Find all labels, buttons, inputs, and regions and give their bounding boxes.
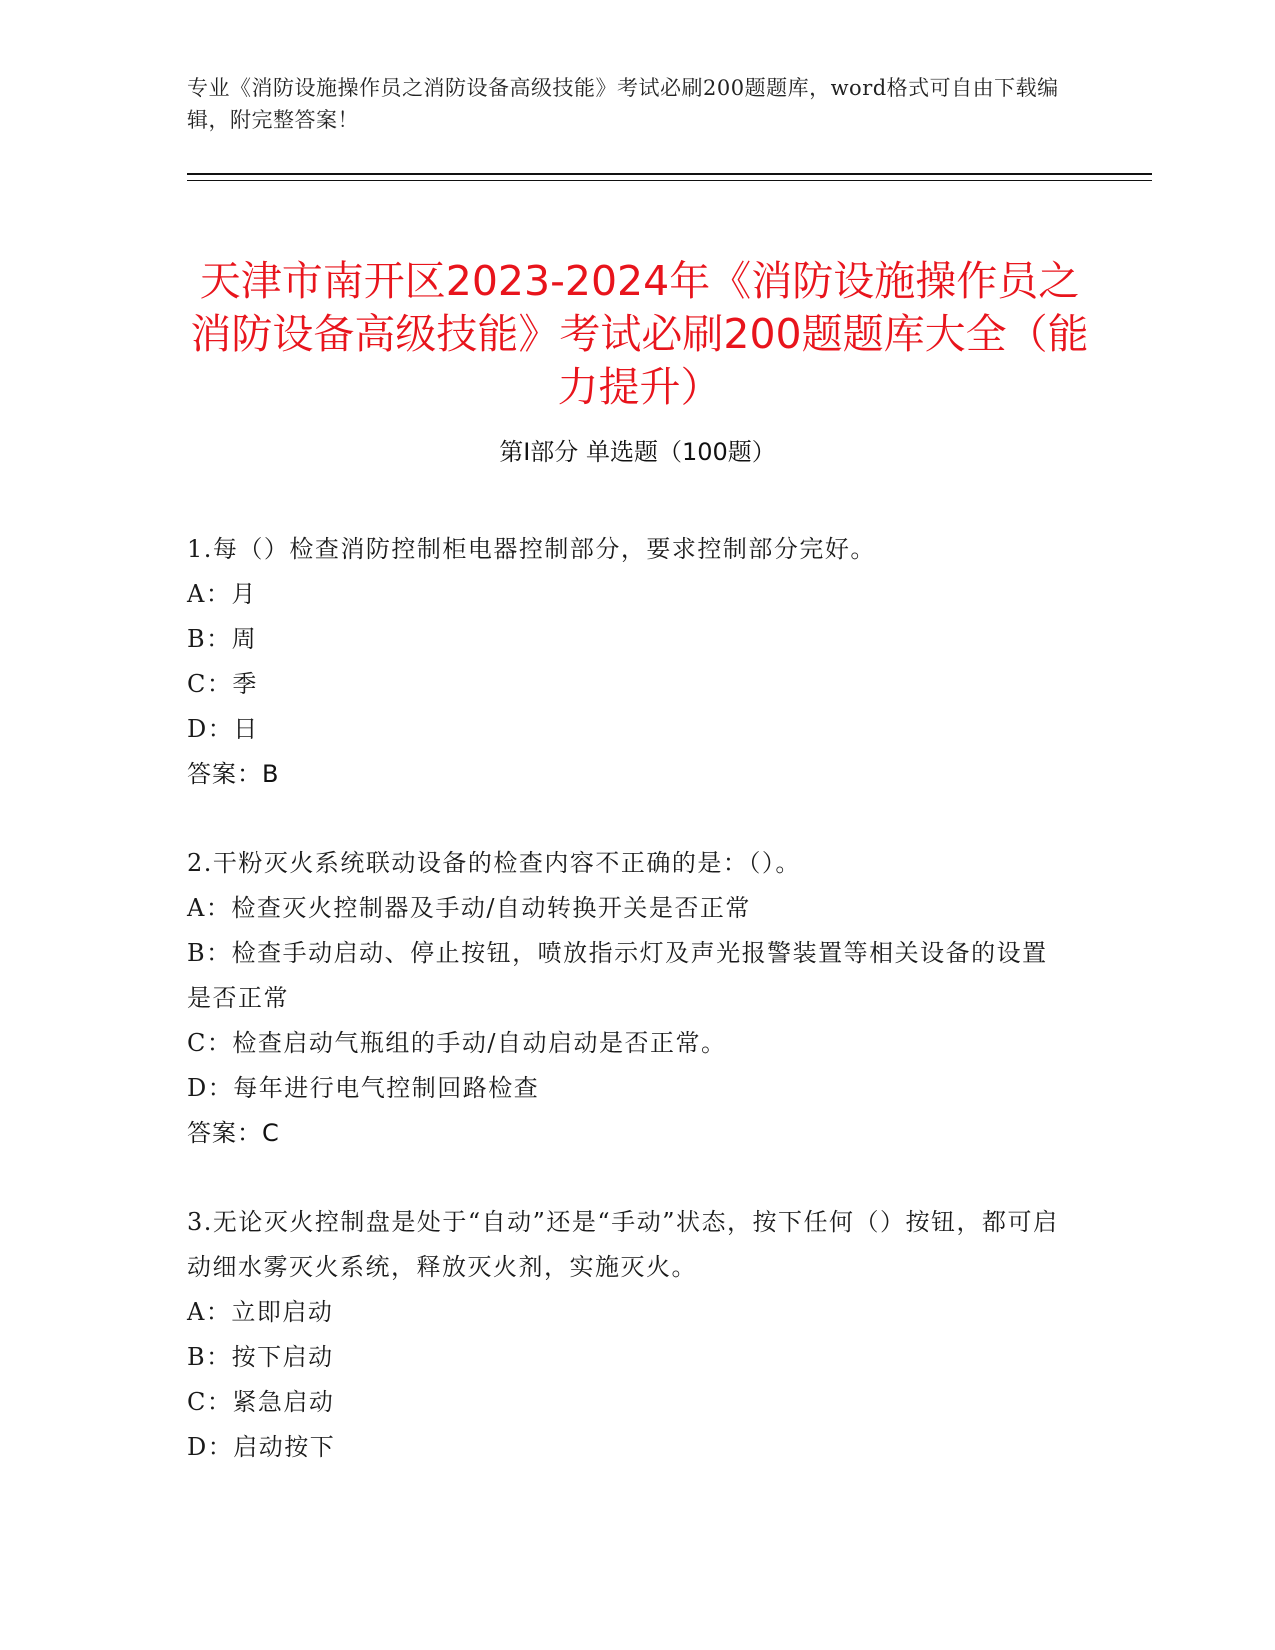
option-b: B：周 [187,625,258,653]
option-b: B：按下启动 [187,1343,334,1371]
option-c: C：紧急启动 [187,1388,335,1416]
option-a: A：检查灭火控制器及手动/自动转换开关是否正常 [187,894,751,922]
option-c: C：季 [187,670,258,698]
answer: 答案：C [187,1119,280,1147]
question-stem: 2.干粉灭火系统联动设备的检查内容不正确的是：（）。 [187,849,801,877]
question-stem: 1.每（）检查消防控制柜电器控制部分，要求控制部分完好。 [187,535,876,563]
question-2 [187,841,1067,1156]
question-list [187,527,1067,1514]
question-3 [187,1200,1067,1470]
option-d: D：启动按下 [187,1433,336,1461]
section-heading: 第Ⅰ部分 单选题（100题） [499,438,776,466]
question-stem: 3.无论灭火控制盘是处于“自动”还是“手动”状态，按下任何（）按钮，都可启动细水雾灭火系统，释放灭火剂，实施灭火。 [187,1208,1059,1281]
option-d: D：每年进行电气控制回路检查 [187,1074,540,1102]
header-note: 专业《消防设施操作员之消防设备高级技能》考试必刷200题题库，word格式可自由下载编辑，附完整答案！ [187,76,1059,132]
option-a: A：月 [187,580,257,608]
option-a: A：立即启动 [187,1298,334,1326]
answer: 答案：B [187,760,280,788]
question-1 [187,527,1067,797]
document-title: 天津市南开区2023-2024年《消防设施操作员之消防设备高级技能》考试必刷200题题库大全（能力提升） [190,257,1089,412]
header-rule-thick [187,173,1152,175]
option-d: D：日 [187,715,259,743]
option-c: C：检查启动气瓶组的手动/自动启动是否正常。 [187,1029,727,1057]
header-rule-thin [187,180,1152,181]
option-b: B：检查手动启动、停止按钮，喷放指示灯及声光报警装置等相关设备的设置是否正常 [187,939,1048,1012]
